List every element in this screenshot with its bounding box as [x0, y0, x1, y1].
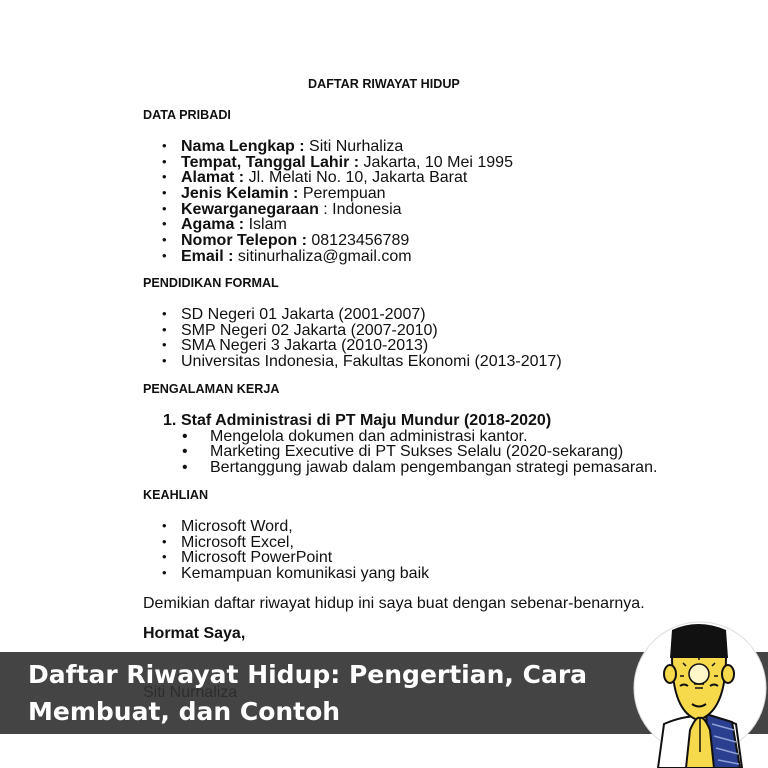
banner-title-line-2: Membuat, dan Contoh	[28, 697, 341, 726]
list-item: • Bertanggung jawab dalam pengembangan strategi pemasaran.	[143, 459, 657, 475]
list-item: • Nama Lengkap : Siti Nurhaliza	[143, 138, 513, 154]
section-heading-experience: PENGALAMAN KERJA	[143, 382, 280, 396]
list-item: • Microsoft Excel,	[143, 534, 429, 550]
experience-details	[143, 428, 657, 475]
regards-text: Hormat Saya,	[143, 625, 246, 642]
list-item: • SMP Negeri 02 Jakarta (2007-2010)	[143, 322, 562, 338]
experience-list	[143, 412, 657, 475]
praying-man-mascot-icon	[628, 612, 768, 768]
list-item: • Microsoft PowerPoint	[143, 549, 429, 565]
experience-title: Staf Administrasi di PT Maju Mundur (2018-2020)	[181, 412, 552, 429]
list-item: • Microsoft Word,	[143, 518, 429, 534]
list-item: • Nomor Telepon : 08123456789	[143, 232, 513, 248]
education-list	[143, 306, 562, 369]
closing-statement: Demikian daftar riwayat hidup ini saya buat dengan sebenar-benarnya.	[143, 595, 645, 612]
banner-title	[28, 656, 608, 730]
list-item: • Alamat : Jl. Melati No. 10, Jakarta Barat	[143, 169, 513, 185]
list-item: • Agama : Islam	[143, 216, 513, 232]
list-item: • SD Negeri 01 Jakarta (2001-2007)	[143, 306, 562, 322]
personal-data-list	[143, 138, 513, 264]
list-item: • Email : sitinurhaliza@gmail.com	[143, 248, 513, 264]
section-heading-skills: KEAHLIAN	[143, 488, 209, 502]
skills-list	[143, 518, 429, 581]
list-item: • Tempat, Tanggal Lahir : Jakarta, 10 Mei 1995	[143, 154, 513, 170]
list-item: • Kewarganegaraan : Indonesia	[143, 201, 513, 217]
experience-item	[143, 412, 657, 428]
list-item: • Kemampuan komunikasi yang baik	[143, 565, 429, 581]
list-item: • Jenis Kelamin : Perempuan	[143, 185, 513, 201]
list-item: • SMA Negeri 3 Jakarta (2010-2013)	[143, 337, 562, 353]
section-heading-personal: DATA PRIBADI	[143, 108, 231, 122]
experience-number: 1.	[163, 412, 177, 429]
list-item: • Mengelola dokumen dan administrasi kantor.	[143, 428, 657, 444]
banner-title-line-1: Daftar Riwayat Hidup: Pengertian, Cara	[28, 660, 588, 689]
list-item: • Universitas Indonesia, Fakultas Ekonomi (2013-2017)	[143, 353, 562, 369]
document-title: DAFTAR RIWAYAT HIDUP	[308, 77, 460, 91]
section-heading-education: PENDIDIKAN FORMAL	[143, 276, 279, 290]
list-item: • Marketing Executive di PT Sukses Selalu (2020-sekarang)	[143, 443, 657, 459]
